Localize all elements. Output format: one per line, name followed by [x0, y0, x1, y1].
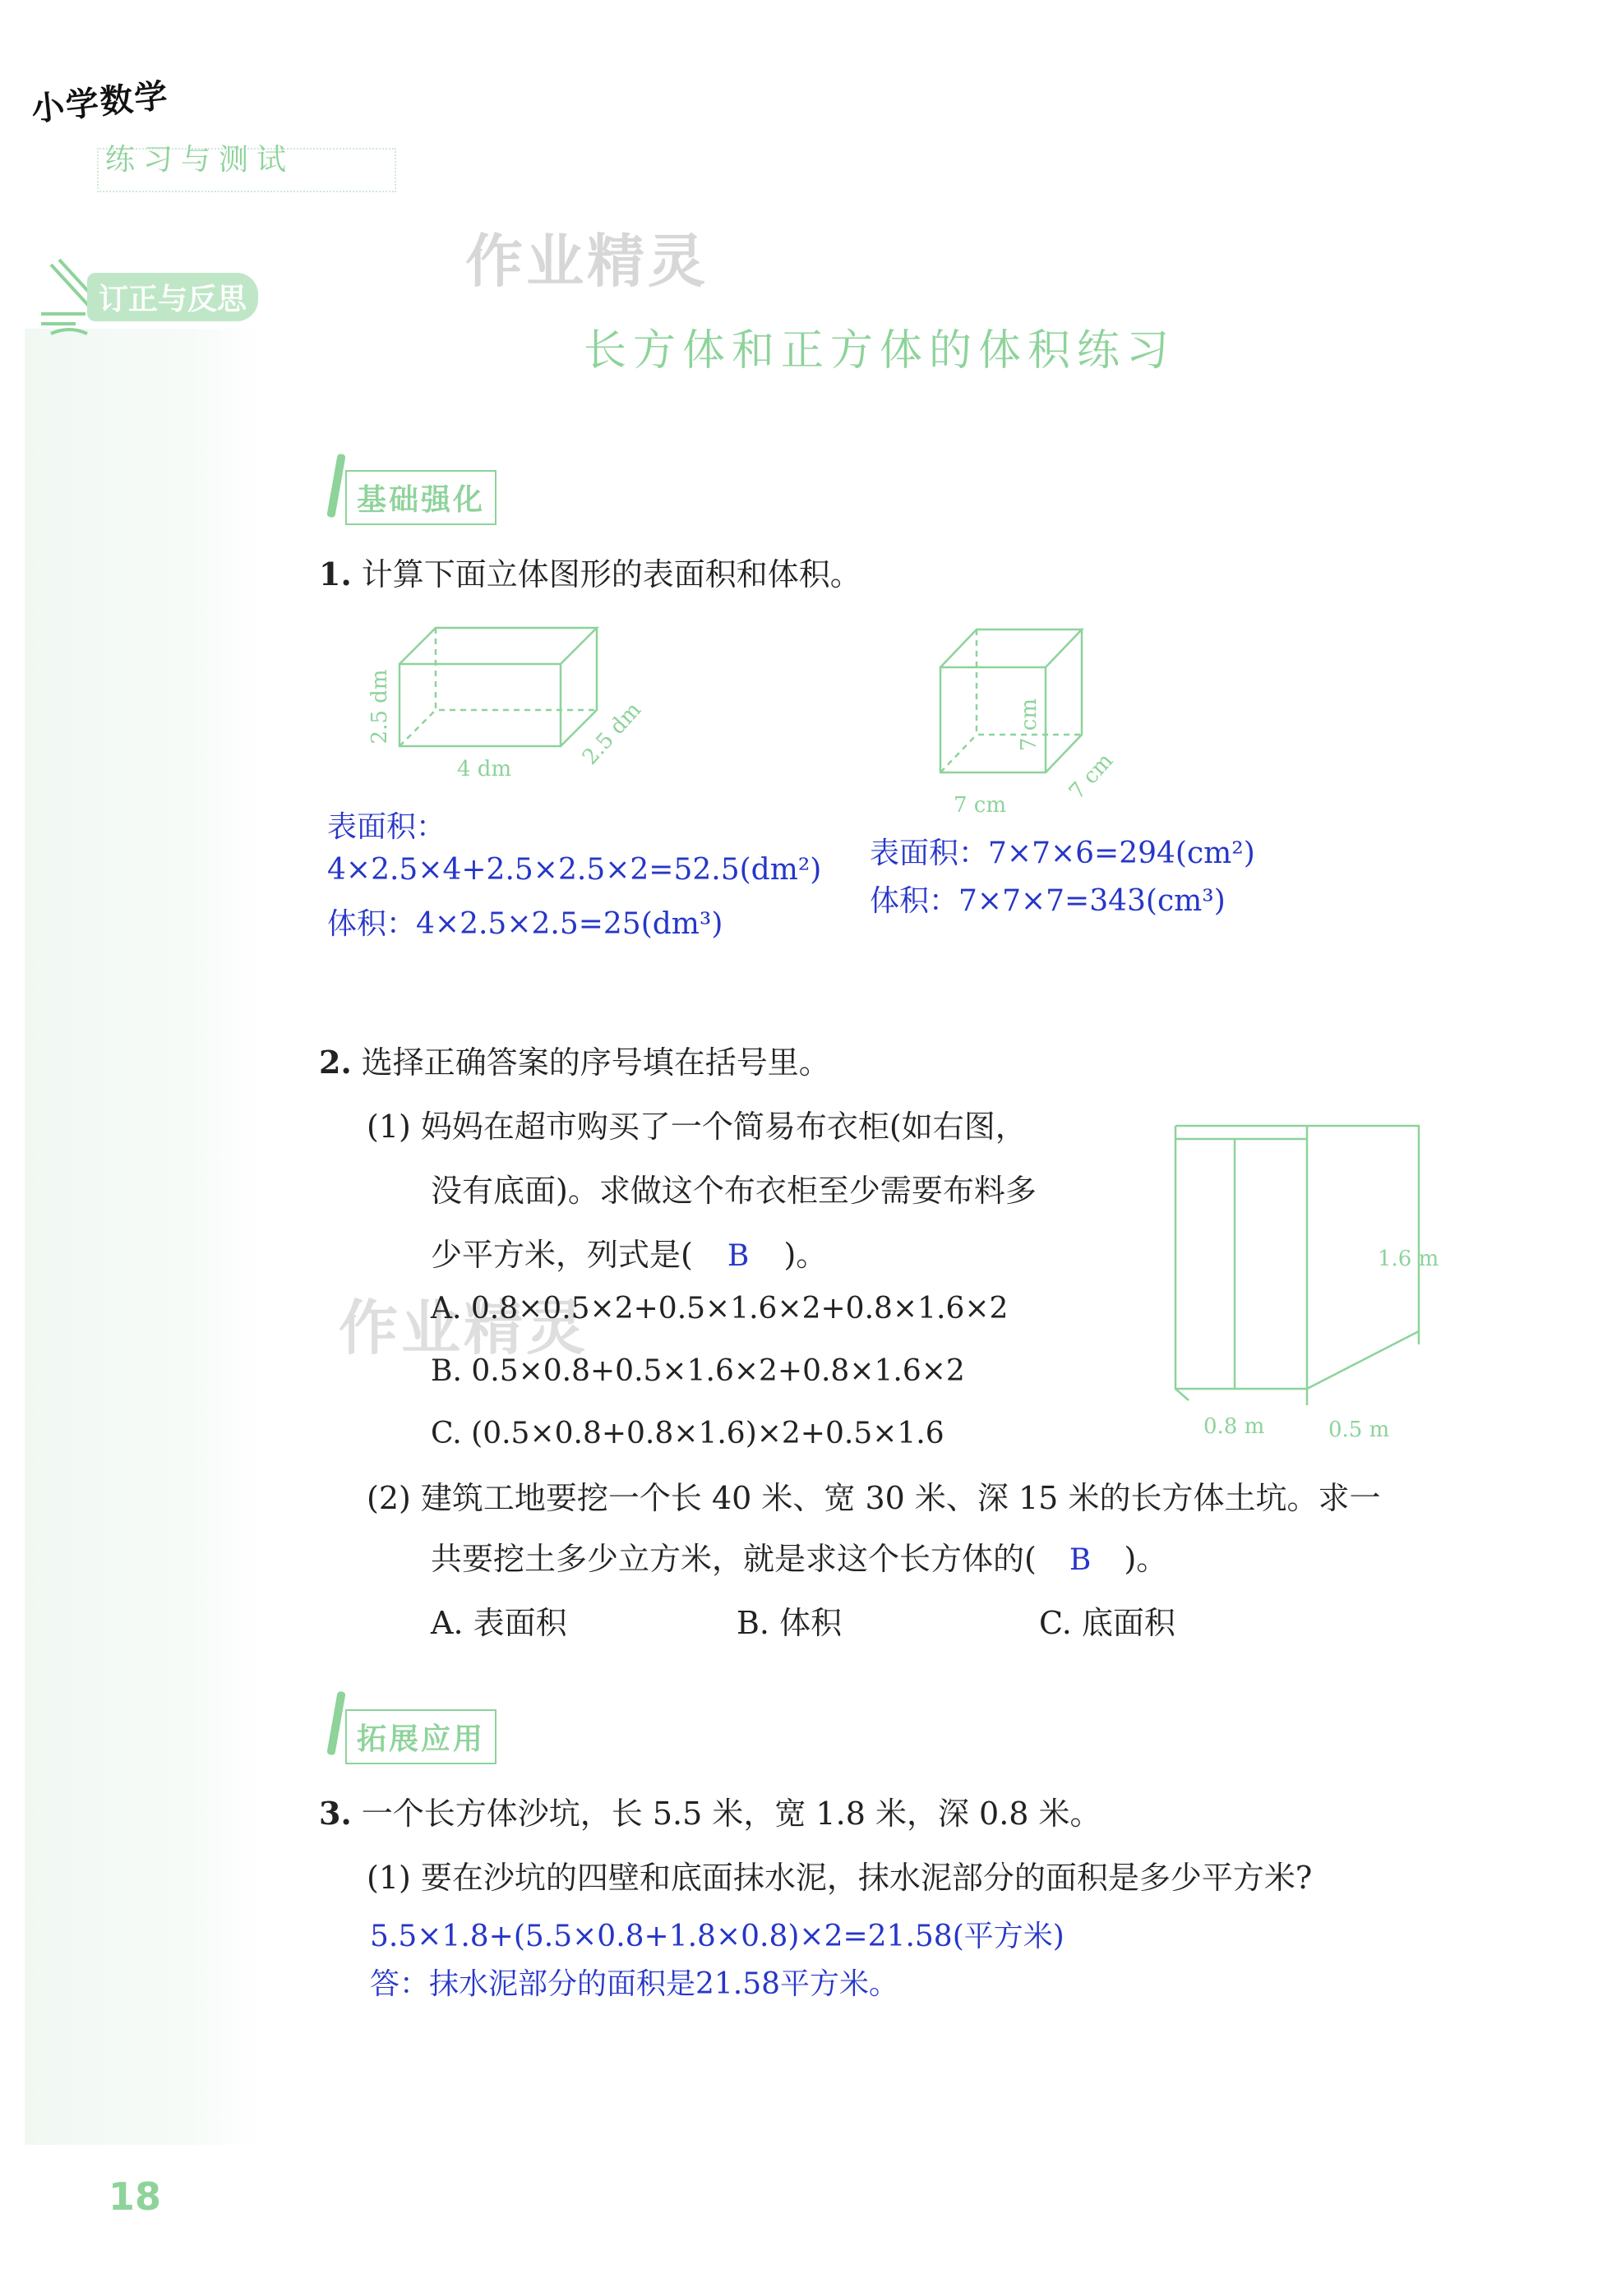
section-label-basic: 基础强化: [345, 470, 496, 525]
q2-sub1-line3: [431, 1229, 827, 1275]
q2-sub2-answer: B: [1069, 1543, 1092, 1577]
section-label-extension: 拓展应用: [345, 1709, 496, 1764]
q2-sub2-line2-post: )。: [1124, 1541, 1168, 1577]
question-2-text: 选择正确答案的序号填在括号里。: [361, 1044, 830, 1081]
question-2-number: 2.: [319, 1044, 352, 1081]
cube-width-label: 7 cm: [1064, 749, 1119, 805]
q2-sub2-line2-pre: 共要挖土多少立方米，就是求这个长方体的(: [431, 1541, 1037, 1577]
cube-figure: [921, 618, 1167, 823]
question-1-number: 1.: [319, 556, 352, 592]
answer-2-volume: 体积：7×7×7=343(cm³): [870, 884, 1226, 918]
cuboid-width-label: 2.5 dm: [577, 698, 647, 770]
page-title: 长方体和正方体的体积练习: [584, 326, 1176, 376]
q2-sub1-line3-post: )。: [783, 1237, 828, 1273]
q2-sub2-option-a: A. 表面积: [431, 1605, 567, 1641]
q3-answer-text: 答：抹水泥部分的面积是21.58平方米。: [370, 1967, 899, 2001]
q3-answer-expr: 5.5×1.8+(5.5×0.8+1.8×0.8)×2=21.58(平方米): [370, 1920, 1065, 1953]
q2-sub2-line1: (2) 建筑工地要挖一个长 40 米、宽 30 米、深 15 米的长方体土坑。求一: [367, 1480, 1381, 1516]
brand-title: 小学数学: [29, 76, 171, 129]
q2-sub1-line2: 没有底面)。求做这个布衣柜至少需要布料多: [431, 1173, 1037, 1209]
cuboid-height-label: 2.5 dm: [367, 669, 392, 745]
q2-sub1-option-a: A. 0.8×0.5×2+0.5×1.6×2+0.8×1.6×2: [431, 1292, 1009, 1326]
q2-sub1-option-b: B. 0.5×0.8+0.5×1.6×2+0.8×1.6×2: [431, 1354, 965, 1388]
q2-sub1-line3-pre: 少平方米，列式是(: [431, 1237, 693, 1273]
wardrobe-figure: [1159, 1109, 1455, 1455]
cube-height-label: 7 cm: [1017, 698, 1041, 752]
section-pen-icon: [326, 454, 345, 519]
brand-subtitle: 练习与测试: [105, 143, 295, 177]
margin-sidebar: [25, 329, 263, 2145]
question-1-text: 计算下面立体图形的表面积和体积。: [361, 556, 861, 592]
question-3: [319, 1788, 1102, 1833]
wardrobe-height-label: 1.6 m: [1378, 1247, 1439, 1271]
q2-sub1-answer: B: [727, 1239, 750, 1273]
cuboid-figure: [362, 618, 647, 791]
section-pen-icon-2: [326, 1691, 345, 1756]
watermark-middle: 作业精灵: [339, 1293, 589, 1362]
question-1: [319, 549, 861, 594]
cube-length-label: 7 cm: [954, 793, 1007, 818]
question-2: [319, 1037, 830, 1082]
correction-label: 订正与反思: [87, 273, 258, 321]
wardrobe-length-label: 0.8 m: [1203, 1414, 1265, 1439]
q2-sub1-line1: (1) 妈妈在超市购买了一个简易布衣柜(如右图，: [367, 1109, 1027, 1145]
answer-1-volume: 体积：4×2.5×2.5=25(dm³): [327, 907, 723, 941]
answer-1-surface-expr: 4×2.5×4+2.5×2.5×2=52.5(dm²): [327, 853, 822, 887]
page-number: 18: [109, 2174, 162, 2219]
q2-sub2-line2: [431, 1533, 1167, 1579]
q2-sub2-option-c: C. 底面积: [1039, 1605, 1175, 1641]
answer-1-surface-label: 表面积：: [327, 810, 446, 844]
question-3-text: 一个长方体沙坑，长 5.5 米，宽 1.8 米，深 0.8 米。: [361, 1796, 1102, 1832]
q3-sub1: (1) 要在沙坑的四壁和底面抹水泥，抹水泥部分的面积是多少平方米?: [367, 1860, 1313, 1896]
watermark-top: 作业精灵: [465, 228, 709, 295]
cuboid-length-label: 4 dm: [457, 757, 512, 781]
wardrobe-width-label: 0.5 m: [1328, 1418, 1390, 1442]
question-3-number: 3.: [319, 1795, 352, 1832]
q2-sub1-option-c: C. (0.5×0.8+0.8×1.6)×2+0.5×1.6: [431, 1417, 944, 1450]
answer-2-surface: 表面积：7×7×6=294(cm²): [870, 837, 1255, 870]
q2-sub2-option-b: B. 体积: [737, 1605, 843, 1641]
